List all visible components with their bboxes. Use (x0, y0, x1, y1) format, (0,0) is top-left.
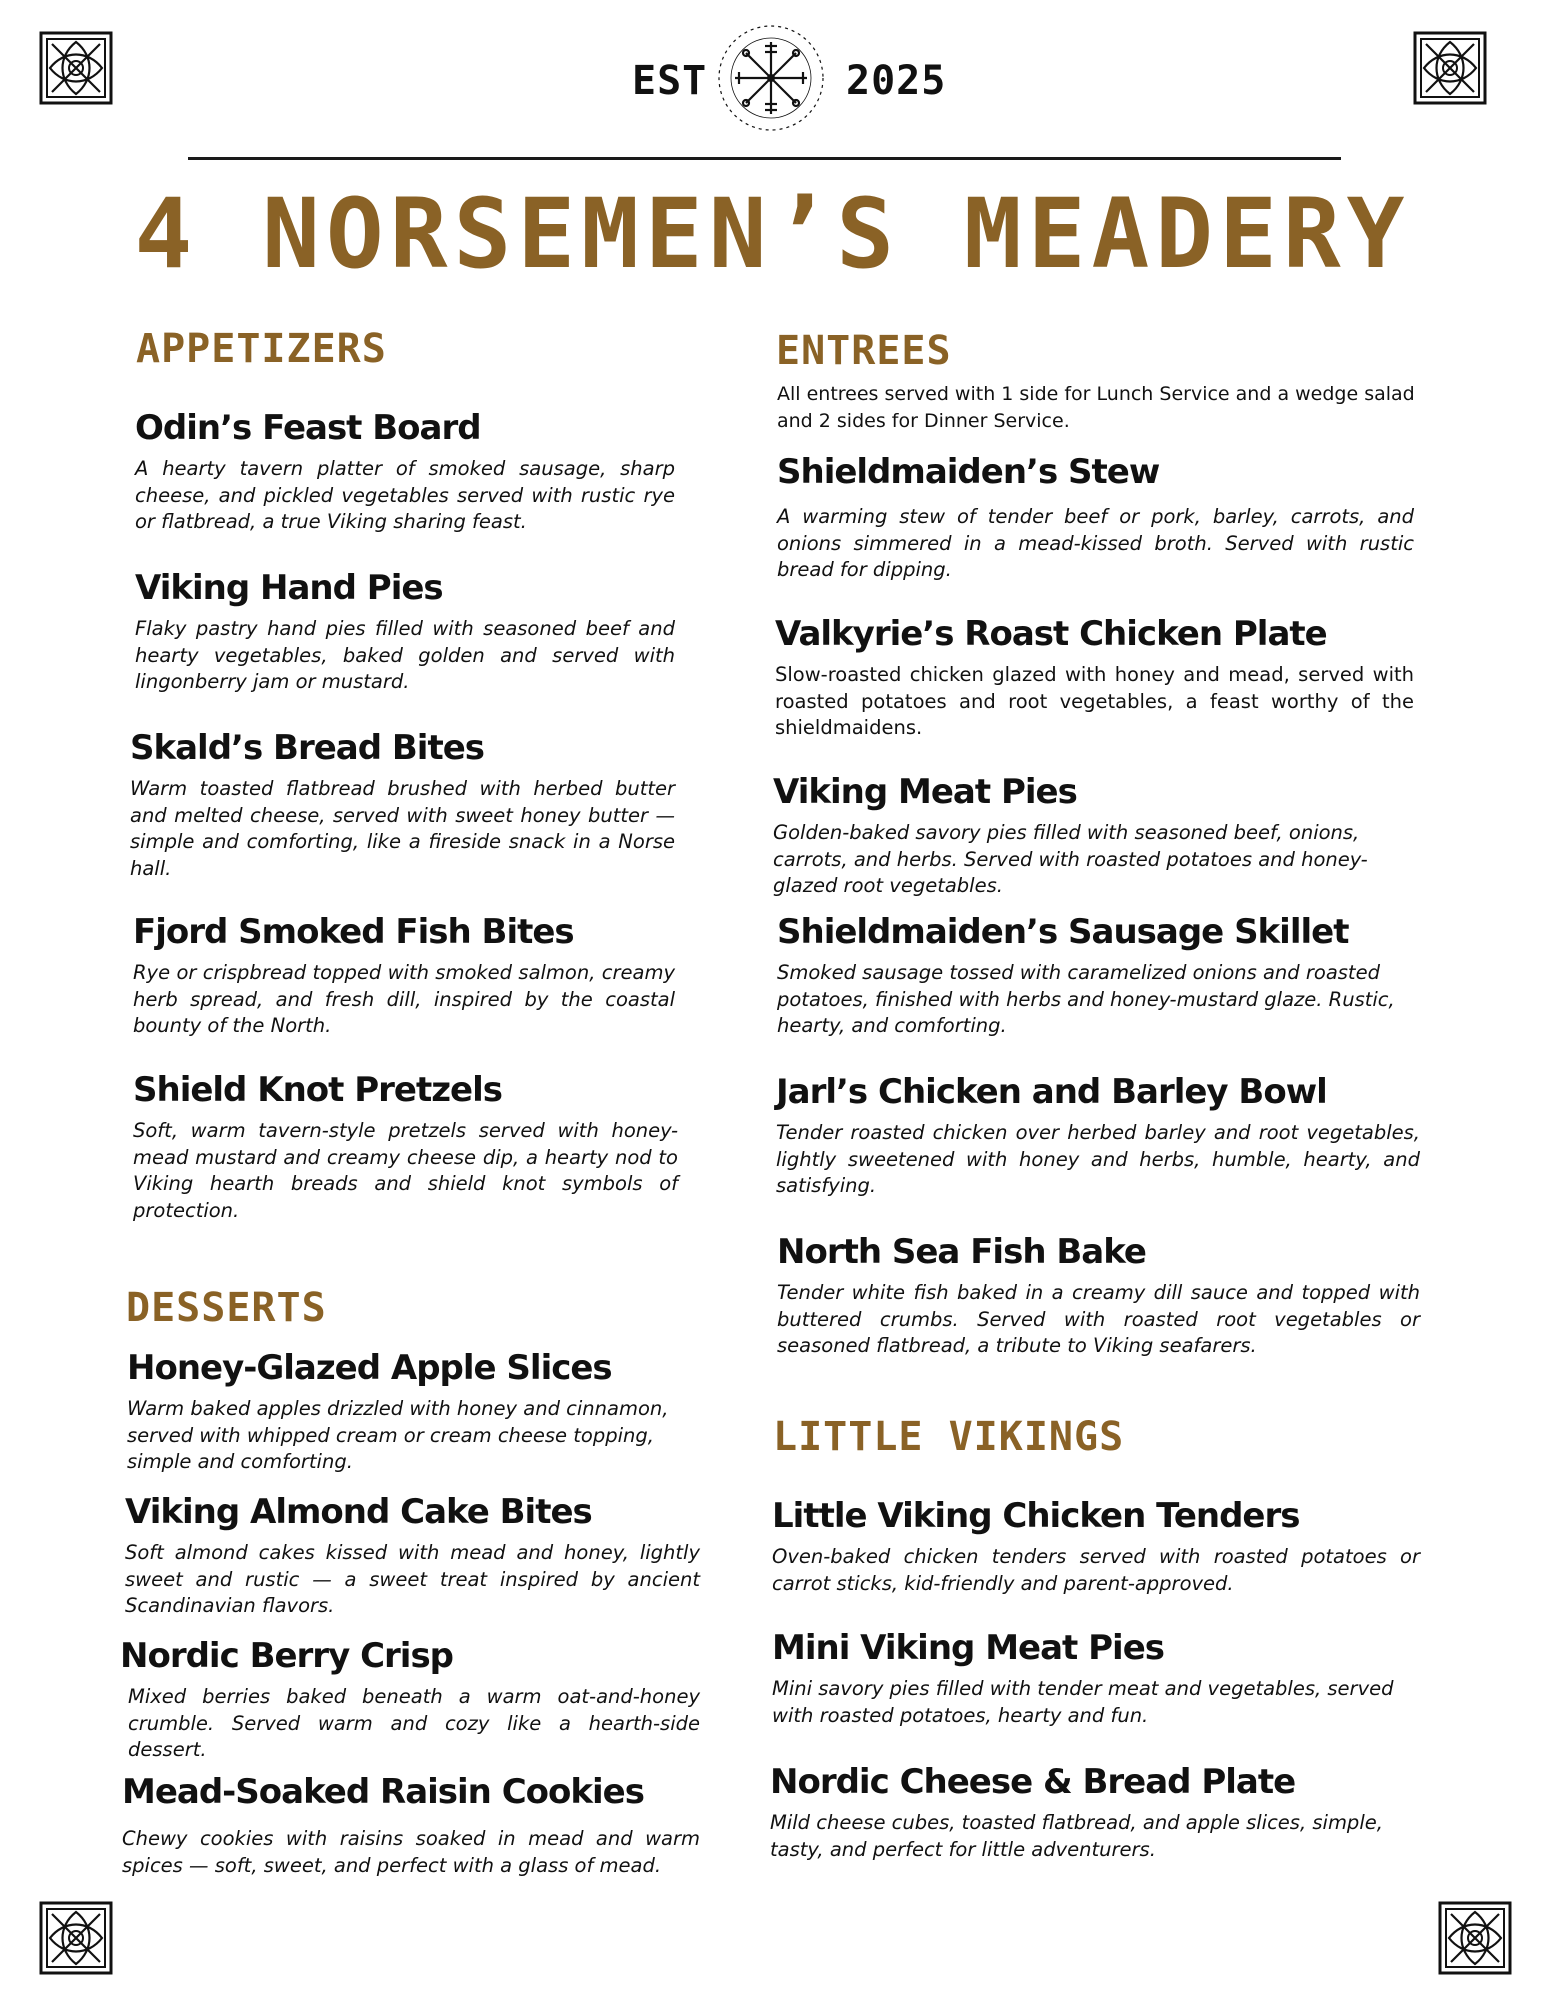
menu-item-description: Tender roasted chicken over herbed barley and root vegetables, lightly sweetened with honey and herbs, humble, hearty, and satisfying. (776, 1121, 1420, 1197)
entrees-service-note: All entrees served with 1 side for Lunch Service and a wedge salad and 2 sides for Dinner Service. (777, 383, 1415, 432)
menu-item-name: Honey-Glazed Apple Slices (127, 1348, 612, 1388)
menu-item-name: Skald’s Bread Bites (130, 728, 485, 768)
section-heading-little-vikings: LITTLE VIKINGS (773, 1414, 1125, 1460)
menu-item-name: Jarl’s Chicken and Barley Bowl (776, 1072, 1327, 1112)
menu-item (127, 1348, 697, 1476)
menu-item-description: Mild cheese cubes, toasted flatbread, and apple slices, simple, tasty, and perfect for little adventurers. (770, 1811, 1383, 1861)
menu-item-name: Shieldmaiden’s Stew (777, 452, 1160, 492)
menu-item (133, 1070, 678, 1224)
menu-item-description: Chewy cookies with raisins soaked in mead and warm spices — soft, sweet, and perfect with a glass of mead. (122, 1827, 700, 1877)
menu-item (777, 912, 1414, 1040)
section-heading-appetizers: APPETIZERS (136, 326, 387, 372)
menu-item-description: Golden-baked savory pies filled with seasoned beef, onions, carrots, and herbs. Served with roasted potatoes and honey-glazed root vegetables. (773, 821, 1368, 897)
menu-item (777, 452, 1414, 584)
menu-item (776, 1072, 1420, 1200)
menu-item-description: Oven-baked chicken tenders served with roasted potatoes or carrot sticks, kid-friendly and parent-approved. (772, 1545, 1420, 1595)
menu-item (120, 1636, 700, 1764)
menu-item-description: Flaky pastry hand pies filled with seasoned beef and hearty vegetables, baked golden and served with lingonberry jam or mustard. (135, 617, 675, 693)
menu-item-name: Shield Knot Pretzels (133, 1070, 502, 1110)
menu-item (772, 1496, 1420, 1597)
menu-item-name: Nordic Berry Crisp (120, 1636, 454, 1676)
menu-item (770, 1762, 1420, 1863)
menu-item-name: Nordic Cheese & Bread Plate (770, 1762, 1296, 1802)
menu-item-name: North Sea Fish Bake (777, 1232, 1146, 1272)
menu-item (775, 614, 1414, 742)
menu-item-description: Slow-roasted chicken glazed with honey and mead, served with roasted potatoes and root vegetables, a feast worthy of the shieldmaidens. (775, 663, 1414, 739)
menu-item-description: Soft almond cakes kissed with mead and honey, lightly sweet and rustic — a sweet treat inspired by ancient Scandinavian flavors. (125, 1541, 700, 1617)
menu-item (133, 912, 675, 1040)
menu-item-description: Tender white fish baked in a creamy dill sauce and topped with buttered crumbs. Served with roasted root vegetables or seasoned flatbread, a tribute to Viking seafarers. (777, 1281, 1420, 1357)
menu-item (135, 408, 675, 536)
celtic-knot-icon (1412, 30, 1488, 106)
menu-item-name: Fjord Smoked Fish Bites (133, 912, 574, 952)
menu-item-name: Viking Hand Pies (135, 568, 443, 608)
section-heading-entrees: ENTREES (776, 328, 952, 374)
menu-item (122, 1772, 700, 1879)
menu-item-name: Little Viking Chicken Tenders (772, 1496, 1300, 1536)
menu-item-description: Warm baked apples drizzled with honey and cinnamon, served with whipped cream or cream cheese topping, simple and comforting. (127, 1397, 669, 1473)
established-year: 2025 (846, 58, 947, 104)
menu-item-description: Rye or crispbread topped with smoked salmon, creamy herb spread, and fresh dill, inspired by the coastal bounty of the North. (133, 961, 675, 1037)
menu-item-description: A hearty tavern platter of smoked sausage, sharp cheese, and pickled vegetables served with rustic rye or flatbread, a true Viking sharing feast. (135, 457, 675, 533)
section-heading-desserts: DESSERTS (126, 1285, 327, 1331)
menu-item-description: Mixed berries baked beneath a warm oat-and-honey crumble. Served warm and cozy like a hearth-side dessert. (128, 1685, 700, 1761)
menu-item-name: Valkyrie’s Roast Chicken Plate (775, 614, 1327, 654)
menu-item-name: Mead-Soaked Raisin Cookies (122, 1772, 644, 1812)
menu-item-name: Mini Viking Meat Pies (772, 1628, 1164, 1668)
menu-item (773, 772, 1393, 900)
menu-item (135, 568, 675, 696)
page-title: 4 NORSEMEN’S MEADERY (134, 178, 1411, 290)
menu-item-description: Soft, warm tavern-style pretzels served with honey-mead mustard and creamy cheese dip, a hearty nod to Viking hearth breads and shield knot symbols of protection. (133, 1119, 678, 1222)
menu-item-name: Viking Almond Cake Bites (125, 1492, 592, 1532)
menu-item-description: Smoked sausage tossed with caramelized onions and roasted potatoes, finished with herbs and honey-mustard glaze. Rustic, hearty, and comforting. (777, 961, 1395, 1037)
menu-item (772, 1628, 1412, 1729)
header-divider (188, 157, 1341, 160)
menu-item-name: Odin’s Feast Board (135, 408, 481, 448)
celtic-knot-icon (38, 30, 114, 106)
menu-item-description: A warming stew of tender beef or pork, barley, carrots, and onions simmered in a mead-kissed broth. Served with rustic bread for dipping. (777, 505, 1414, 581)
menu-item (125, 1492, 700, 1620)
menu-item (777, 1232, 1420, 1360)
menu-item (130, 728, 675, 882)
vegvisir-rune-compass-icon (715, 22, 827, 134)
celtic-knot-icon (1437, 1900, 1513, 1976)
est-label: EST (632, 58, 708, 104)
menu-item-name: Shieldmaiden’s Sausage Skillet (777, 912, 1349, 952)
celtic-knot-icon (38, 1900, 114, 1976)
menu-item-description: Mini savory pies filled with tender meat and vegetables, served with roasted potatoes, hearty and fun. (772, 1677, 1394, 1727)
menu-item-name: Viking Meat Pies (773, 772, 1077, 812)
menu-item-description: Warm toasted flatbread brushed with herbed butter and melted cheese, served with sweet honey butter — simple and comforting, like a fireside snack in a Norse hall. (130, 777, 675, 880)
